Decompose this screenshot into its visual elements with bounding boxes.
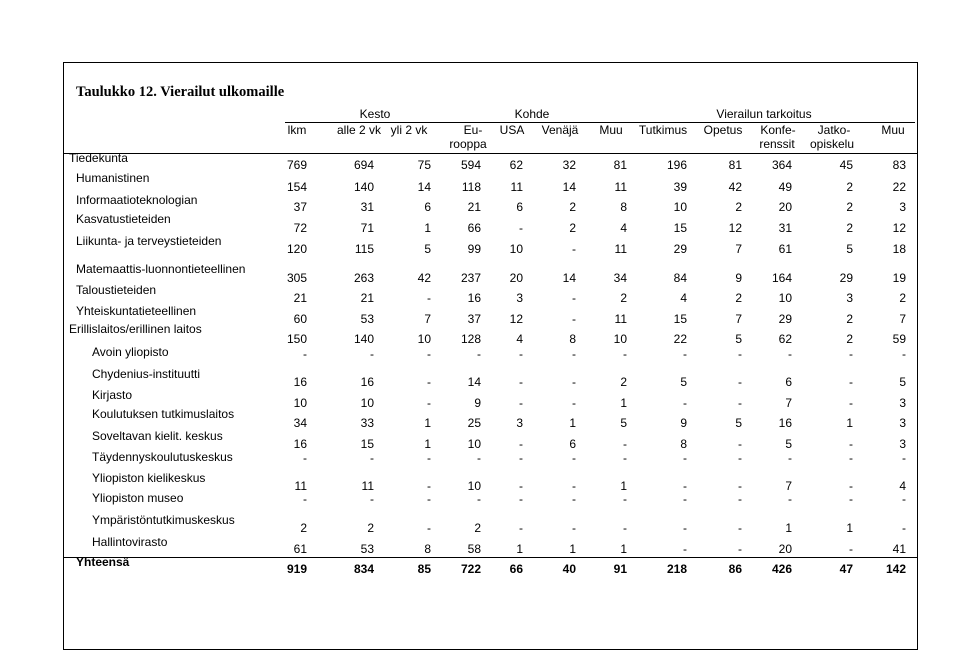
table-cell: 21 [293,291,307,305]
table-cell: 5 [899,375,906,389]
table-cell: 37 [467,312,481,326]
table-cell: 1 [424,416,431,430]
table-cell: 7 [735,312,742,326]
table-cell: 154 [286,180,307,194]
table-cell: - [519,437,523,451]
total-cell: 91 [613,562,627,576]
table-cell: - [849,396,853,410]
table-cell: 2 [569,200,576,214]
table-cell: 2 [846,312,853,326]
table-cell: - [902,492,906,506]
table-cell: 66 [467,221,481,235]
total-cell: 919 [286,562,307,576]
table-cell: - [303,492,307,506]
table-cell: 10 [360,396,374,410]
table-title: Taulukko 12. Vierailut ulkomaille [76,84,285,100]
table-cell: 115 [354,242,374,256]
table-cell: - [519,521,523,535]
col-header-eurooppa-2: rooppa [449,137,487,151]
row-label: Erillislaitos/erillinen laitos [69,322,202,336]
table-cell: - [849,492,853,506]
table-cell: 2 [569,221,576,235]
table-cell: 32 [562,158,576,172]
col-header-jatko-1: Jatko- [817,123,851,137]
table-cell: 14 [562,271,576,285]
table-cell: 5 [680,375,687,389]
table-cell: - [370,347,374,361]
col-header-tutkimus: Tutkimus [638,123,688,137]
table-cell: 1 [516,542,523,556]
total-cell: 47 [839,562,853,576]
table-cell: 1 [569,416,576,430]
table-cell: 20 [778,200,792,214]
table-cell: - [902,451,906,465]
table-cell: - [370,492,374,506]
table-cell: 11 [614,312,627,326]
table-cell: 16 [360,375,374,389]
table-cell: 6 [424,200,431,214]
table-cell: 45 [839,158,853,172]
table-cell: 21 [467,200,481,214]
col-header-lkm: lkm [287,123,307,137]
table-cell: - [477,451,481,465]
table-cell: - [477,492,481,506]
table-cell: 81 [728,158,742,172]
table-cell: 12 [892,221,906,235]
table-cell: - [849,542,853,556]
total-cell: 142 [885,562,906,576]
table-cell: 19 [892,271,906,285]
table-cell: 11 [614,242,627,256]
table-cell: 118 [461,180,481,194]
total-cell: 86 [728,562,742,576]
col-header-venaja: Venäjä [541,123,579,137]
table-cell: 11 [614,180,627,194]
table-cell: 8 [424,542,431,556]
table-cell: 9 [680,416,687,430]
total-cell: 85 [417,562,431,576]
table-cell: 2 [846,180,853,194]
table-cell: 2 [367,521,374,535]
table-cell: - [623,451,627,465]
table-cell: 18 [892,242,906,256]
table-cell: 3 [899,437,906,451]
table-cell: - [572,375,576,389]
table-cell: 7 [899,312,906,326]
table-cell: 71 [360,221,374,235]
table-cell: 3 [899,396,906,410]
table-cell: - [427,347,431,361]
table-cell: 2 [846,221,853,235]
table-cell: 2 [735,200,742,214]
total-cell: 218 [666,562,687,576]
table-cell: 5 [735,416,742,430]
table-cell: 60 [293,312,307,326]
row-label: Kirjasto [92,388,133,402]
table-cell: 8 [680,437,687,451]
table-cell: - [738,479,742,493]
col-header-jatko-2: opiskelu [809,137,855,151]
table-cell: - [519,492,523,506]
table-cell: - [623,521,627,535]
table-cell: - [303,347,307,361]
table-cell: 10 [467,479,481,493]
table-cell: 81 [613,158,627,172]
table-cell: 2 [620,291,627,305]
table-cell: 62 [509,158,523,172]
table-cell: 53 [360,312,374,326]
table-cell: 12 [728,221,742,235]
row-label: Hallintovirasto [92,535,168,549]
table-cell: 7 [424,312,431,326]
table-cell: 15 [360,437,374,451]
table-cell: - [519,347,523,361]
table-cell: 1 [846,521,853,535]
table-cell: 9 [735,271,742,285]
total-top-line [63,557,918,558]
table-cell: 4 [899,479,906,493]
table-cell: - [572,396,576,410]
table-cell: 594 [460,158,481,172]
table-cell: - [572,492,576,506]
total-cell: 66 [509,562,523,576]
row-label: Kasvatustieteiden [76,212,171,226]
table-cell: - [788,451,792,465]
table-cell: 6 [516,200,523,214]
col-header-muu-kohde: Muu [599,123,623,137]
table-cell: 10 [613,332,627,346]
group-header-kohde: Kohde [514,107,550,121]
table-cell: 364 [771,158,792,172]
row-label: Ympäristöntutkimuskeskus [92,513,235,527]
row-label: Taloustieteiden [76,283,157,297]
table-cell: 72 [293,221,307,235]
table-cell: 3 [516,416,523,430]
table-cell: 14 [417,180,431,194]
table-cell: 3 [899,416,906,430]
table-cell: 75 [417,158,431,172]
table-cell: 99 [467,242,481,256]
table-cell: 83 [892,158,906,172]
table-cell: - [683,542,687,556]
table-cell: 42 [417,271,431,285]
table-cell: - [572,291,576,305]
col-header-opetus: Opetus [703,123,743,137]
table-cell: 1 [785,521,792,535]
table-cell: 29 [778,312,792,326]
table-cell: - [738,396,742,410]
group-header-kesto: Kesto [359,107,391,121]
table-cell: - [427,375,431,389]
table-cell: - [683,347,687,361]
table-cell: 237 [460,271,481,285]
table-cell: 61 [778,242,792,256]
row-label: Avoin yliopisto [92,345,169,359]
table-cell: 5 [424,242,431,256]
table-cell: 7 [735,242,742,256]
table-cell: 20 [778,542,792,556]
table-cell: 305 [286,271,307,285]
table-cell: 10 [509,242,523,256]
table-cell: 59 [892,332,906,346]
table-cell: - [427,521,431,535]
table-cell: 16 [293,375,307,389]
table-cell: 33 [360,416,374,430]
table-cell: 11 [510,180,523,194]
table-cell: - [849,347,853,361]
table-cell: 14 [562,180,576,194]
table-cell: 10 [467,437,481,451]
col-header-yli2: yli 2 vk [390,123,428,137]
table-cell: 37 [293,200,307,214]
table-cell: 150 [286,332,307,346]
total-cell: 722 [460,562,481,576]
col-header-konferenssit-1: Konfe- [760,123,796,137]
table-cell: 11 [361,479,374,493]
table-cell: - [902,347,906,361]
table-cell: 14 [467,375,481,389]
row-label: Yliopiston museo [92,491,184,505]
table-cell: 120 [286,242,307,256]
table-cell: - [849,437,853,451]
group-header-tarkoitus: Vierailun tarkoitus [716,107,812,121]
table-cell: - [572,347,576,361]
table-cell: - [738,375,742,389]
table-cell: 1 [620,542,627,556]
table-cell: 140 [353,180,374,194]
table-cell: 6 [569,437,576,451]
table-cell: 1 [424,221,431,235]
total-cell: 40 [562,562,576,576]
table-cell: 3 [899,200,906,214]
table-cell: - [849,479,853,493]
table-cell: 6 [785,375,792,389]
table-cell: 53 [360,542,374,556]
table-cell: - [572,451,576,465]
table-cell: 15 [673,221,687,235]
table-cell: - [683,451,687,465]
table-cell: 1 [569,542,576,556]
table-cell: 1 [846,416,853,430]
table-cell: - [572,521,576,535]
table-cell: - [902,521,906,535]
col-header-usa: USA [499,123,525,137]
table-cell: 39 [673,180,687,194]
table-cell: 10 [293,396,307,410]
row-label: Täydennyskoulutuskeskus [92,450,233,464]
table-cell: - [572,479,576,493]
table-cell: - [572,242,576,256]
row-label: Humanistinen [76,171,150,185]
table-cell: 5 [785,437,792,451]
table-cell: 769 [286,158,307,172]
table-cell: 62 [778,332,792,346]
table-cell: 41 [892,542,906,556]
table-cell: - [519,479,523,493]
table-cell: - [738,451,742,465]
total-cell: 426 [771,562,792,576]
row-label: Matemaattis-luonnontieteellinen [76,262,246,276]
table-cell: 8 [569,332,576,346]
table-cell: 128 [460,332,481,346]
table-cell: 3 [516,291,523,305]
table-cell: - [519,396,523,410]
table-cell: 1 [424,437,431,451]
table-cell: 34 [613,271,627,285]
table-cell: 9 [474,396,481,410]
table-cell: 10 [417,332,431,346]
table-cell: 5 [620,416,627,430]
table-cell: 61 [293,542,307,556]
table-cell: 15 [673,312,687,326]
total-cell: 834 [353,562,374,576]
table-cell: 4 [516,332,523,346]
table-cell: - [738,347,742,361]
table-cell: - [683,521,687,535]
table-cell: 58 [467,542,481,556]
col-header-konferenssit-2: renssit [759,137,795,151]
table-cell: 12 [509,312,523,326]
table-cell: 20 [509,271,523,285]
table-cell: 16 [467,291,481,305]
table-cell: 29 [839,271,853,285]
table-cell: - [303,451,307,465]
table-cell: 2 [846,200,853,214]
table-cell: - [519,375,523,389]
table-cell: 2 [846,332,853,346]
row-label: Koulutuksen tutkimuslaitos [92,407,235,421]
table-cell: 29 [673,242,687,256]
table-cell: 5 [846,242,853,256]
table-cell: - [738,521,742,535]
row-label: Tiedekunta [69,151,128,165]
table-cell: - [788,347,792,361]
table-cell: - [849,451,853,465]
table-cell: - [427,291,431,305]
table-cell: 7 [785,396,792,410]
table-cell: 196 [666,158,687,172]
table-cell: 22 [892,180,906,194]
table-cell: - [788,492,792,506]
row-label: Chydenius-instituutti [92,367,201,381]
col-header-eurooppa-1: Eu- [463,123,483,137]
table-cell: - [623,437,627,451]
table-cell: 2 [620,375,627,389]
table-cell: 3 [846,291,853,305]
table-cell: 2 [899,291,906,305]
table-cell: 694 [353,158,374,172]
table-cell: - [572,312,576,326]
table-cell: 10 [778,291,792,305]
table-cell: 1 [620,396,627,410]
table-cell: - [427,451,431,465]
table-cell: 42 [728,180,742,194]
table-cell: - [738,437,742,451]
table-cell: 140 [353,332,374,346]
table-cell: 22 [673,332,687,346]
table-cell: - [738,542,742,556]
table-cell: - [623,492,627,506]
total-label: Yhteensä [76,555,130,569]
table-cell: 164 [771,271,792,285]
row-label: Yhteiskuntatieteellinen [76,304,197,318]
table-cell: - [427,479,431,493]
row-label: Yliopiston kielikeskus [92,471,206,485]
table-cell: 16 [778,416,792,430]
table-cell: 31 [778,221,792,235]
table-cell: - [477,347,481,361]
table-cell: 21 [360,291,374,305]
col-header-muu-tarkoitus: Muu [881,123,905,137]
table-cell: - [738,492,742,506]
table-cell: - [683,396,687,410]
row-label: Liikunta- ja terveystieteiden [76,234,222,248]
header-bottom-line [63,153,918,154]
table-cell: - [370,451,374,465]
table-cell: - [427,396,431,410]
table-cell: - [427,492,431,506]
table-cell: 34 [293,416,307,430]
table-cell: 16 [293,437,307,451]
table-cell: 10 [673,200,687,214]
table-cell: 11 [294,479,307,493]
table-cell: - [849,375,853,389]
col-header-alle2: alle 2 vk [336,123,382,137]
table-cell: 84 [673,271,687,285]
table-cell: - [683,492,687,506]
table-cell: 25 [467,416,481,430]
table-cell: - [623,347,627,361]
table-cell: 8 [620,200,627,214]
table-cell: 31 [360,200,374,214]
table-cell: 2 [300,521,307,535]
table-cell: 4 [620,221,627,235]
table-cell: - [683,479,687,493]
table-cell: 7 [785,479,792,493]
table-cell: 4 [680,291,687,305]
table-cell: 263 [353,271,374,285]
table-cell: - [519,451,523,465]
table-cell: - [519,221,523,235]
table-cell: 5 [735,332,742,346]
row-label: Soveltavan kielit. keskus [92,429,223,443]
table-cell: 2 [474,521,481,535]
row-label: Informaatioteknologian [76,193,198,207]
table-cell: 1 [620,479,627,493]
table-cell: 49 [778,180,792,194]
table-cell: 2 [735,291,742,305]
